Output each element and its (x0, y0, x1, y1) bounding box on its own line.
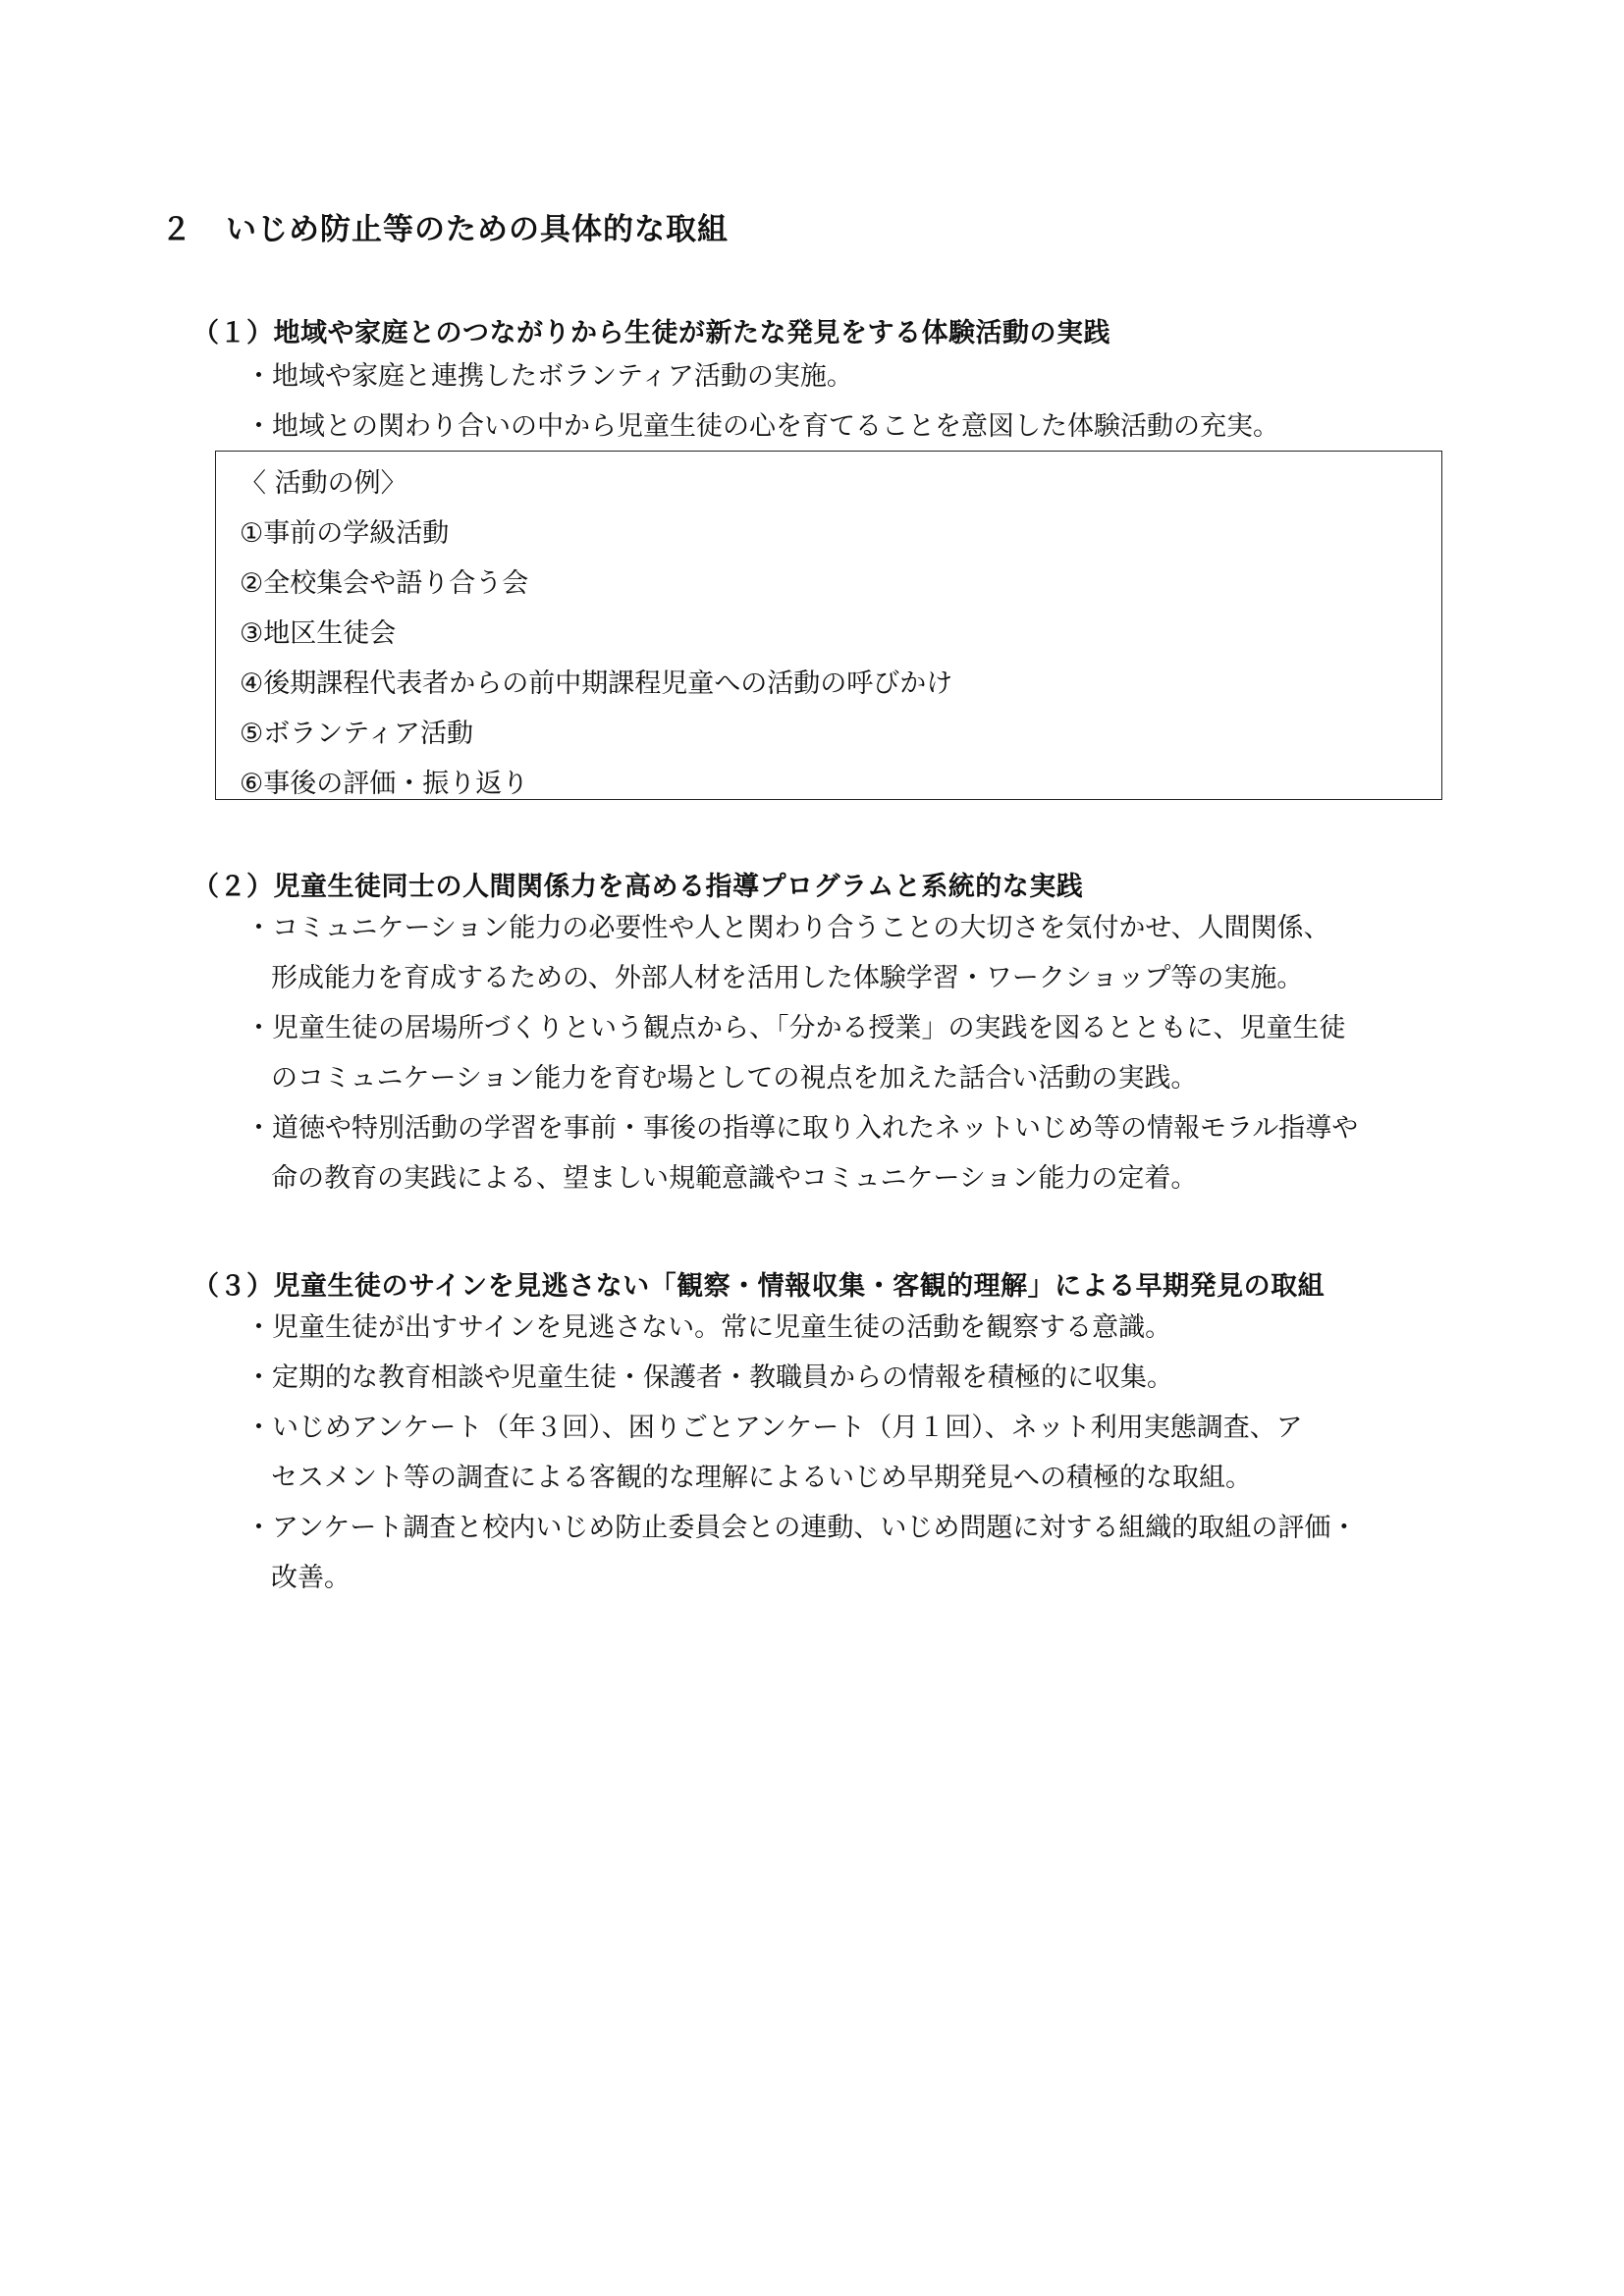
part-1-bullet-2 (245, 401, 1279, 452)
bullet-line: ・定期的な教育相談や児童生徒・保護者・教職員からの情報を積極的に収集。 (245, 1362, 1173, 1393)
part-3-heading: （３）児童生徒のサインを見逃さない「観察・情報収集・客観的理解」による早期発見の取組 (192, 1271, 1326, 1302)
example-item: ⑤ボランティア活動 (240, 719, 474, 749)
bullet-line: ・地域との関わり合いの中から児童生徒の心を育てることを意図した体験活動の充実。 (245, 411, 1279, 442)
part-1-bullet-1 (245, 351, 853, 401)
section-number: ２ (161, 212, 192, 247)
part-3-bullet-2 (245, 1353, 1173, 1403)
example-item: ②全校集会や語り合う会 (240, 568, 529, 599)
bullet-line: 命の教育の実践による、望ましい規範意識やコミュニケーション能力の定着。 (271, 1163, 1198, 1194)
bullet-line: セスメント等の調査による客観的な理解によるいじめ早期発見への積極的な取組。 (271, 1463, 1252, 1493)
part-2-bullet-3 (245, 1103, 1358, 1203)
bullet-line: ・いじめアンケート（年３回）、困りごとアンケート（月１回）、ネット利用実態調査、ア (245, 1413, 1303, 1443)
example-item: ⑥事後の評価・振り返り (240, 769, 529, 799)
part-1-heading: （１）地域や家庭とのつながりから生徒が新たな発見をする体験活動の実践 (192, 318, 1110, 348)
example-item: ③地区生徒会 (240, 618, 397, 649)
part-3-bullet-4 (245, 1503, 1357, 1603)
bullet-line: ・地域や家庭と連携したボランティア活動の実施。 (245, 361, 853, 392)
bullet-line: 改善。 (271, 1563, 351, 1593)
part-2-heading: （２）児童生徒同士の人間関係力を高める指導プログラムと系統的な実践 (192, 872, 1084, 902)
example-box-title: 〈 活動の例〉 (240, 468, 407, 499)
example-item: ①事前の学級活動 (240, 518, 450, 549)
bullet-line: ・アンケート調査と校内いじめ防止委員会との連動、いじめ問題に対する組織的取組の評価・ (245, 1513, 1358, 1543)
part-3-bullet-1 (245, 1303, 1171, 1353)
activity-example-box (215, 451, 1442, 800)
part-2-bullet-1 (245, 903, 1330, 1003)
bullet-line: のコミュニケーション能力を育む場としての視点を加えた話合い活動の実践。 (271, 1063, 1198, 1094)
part-3-bullet-3 (245, 1403, 1303, 1503)
example-item: ④後期課程代表者からの前中期課程児童への活動の呼びかけ (240, 668, 953, 699)
part-2-bullet-2 (245, 1003, 1346, 1103)
bullet-line: ・児童生徒の居場所づくりという観点から、「分かる授業」の実践を図るとともに、児童生徒 (245, 1013, 1346, 1043)
section-title-text: いじめ防止等のための具体的な取組 (226, 212, 729, 247)
bullet-line: ・児童生徒が出すサインを見逃さない。常に児童生徒の活動を観察する意識。 (245, 1312, 1172, 1343)
bullet-line: ・道徳や特別活動の学習を事前・事後の指導に取り入れたネットいじめ等の情報モラル指導や (245, 1113, 1359, 1144)
bullet-line: 形成能力を育成するための、外部人材を活用した体験学習・ワークショップ等の実施。 (271, 963, 1304, 993)
bullet-line: ・コミュニケーション能力の必要性や人と関わり合うことの大切さを気付かせ、人間関係、 (245, 913, 1330, 943)
section-title (161, 204, 729, 248)
